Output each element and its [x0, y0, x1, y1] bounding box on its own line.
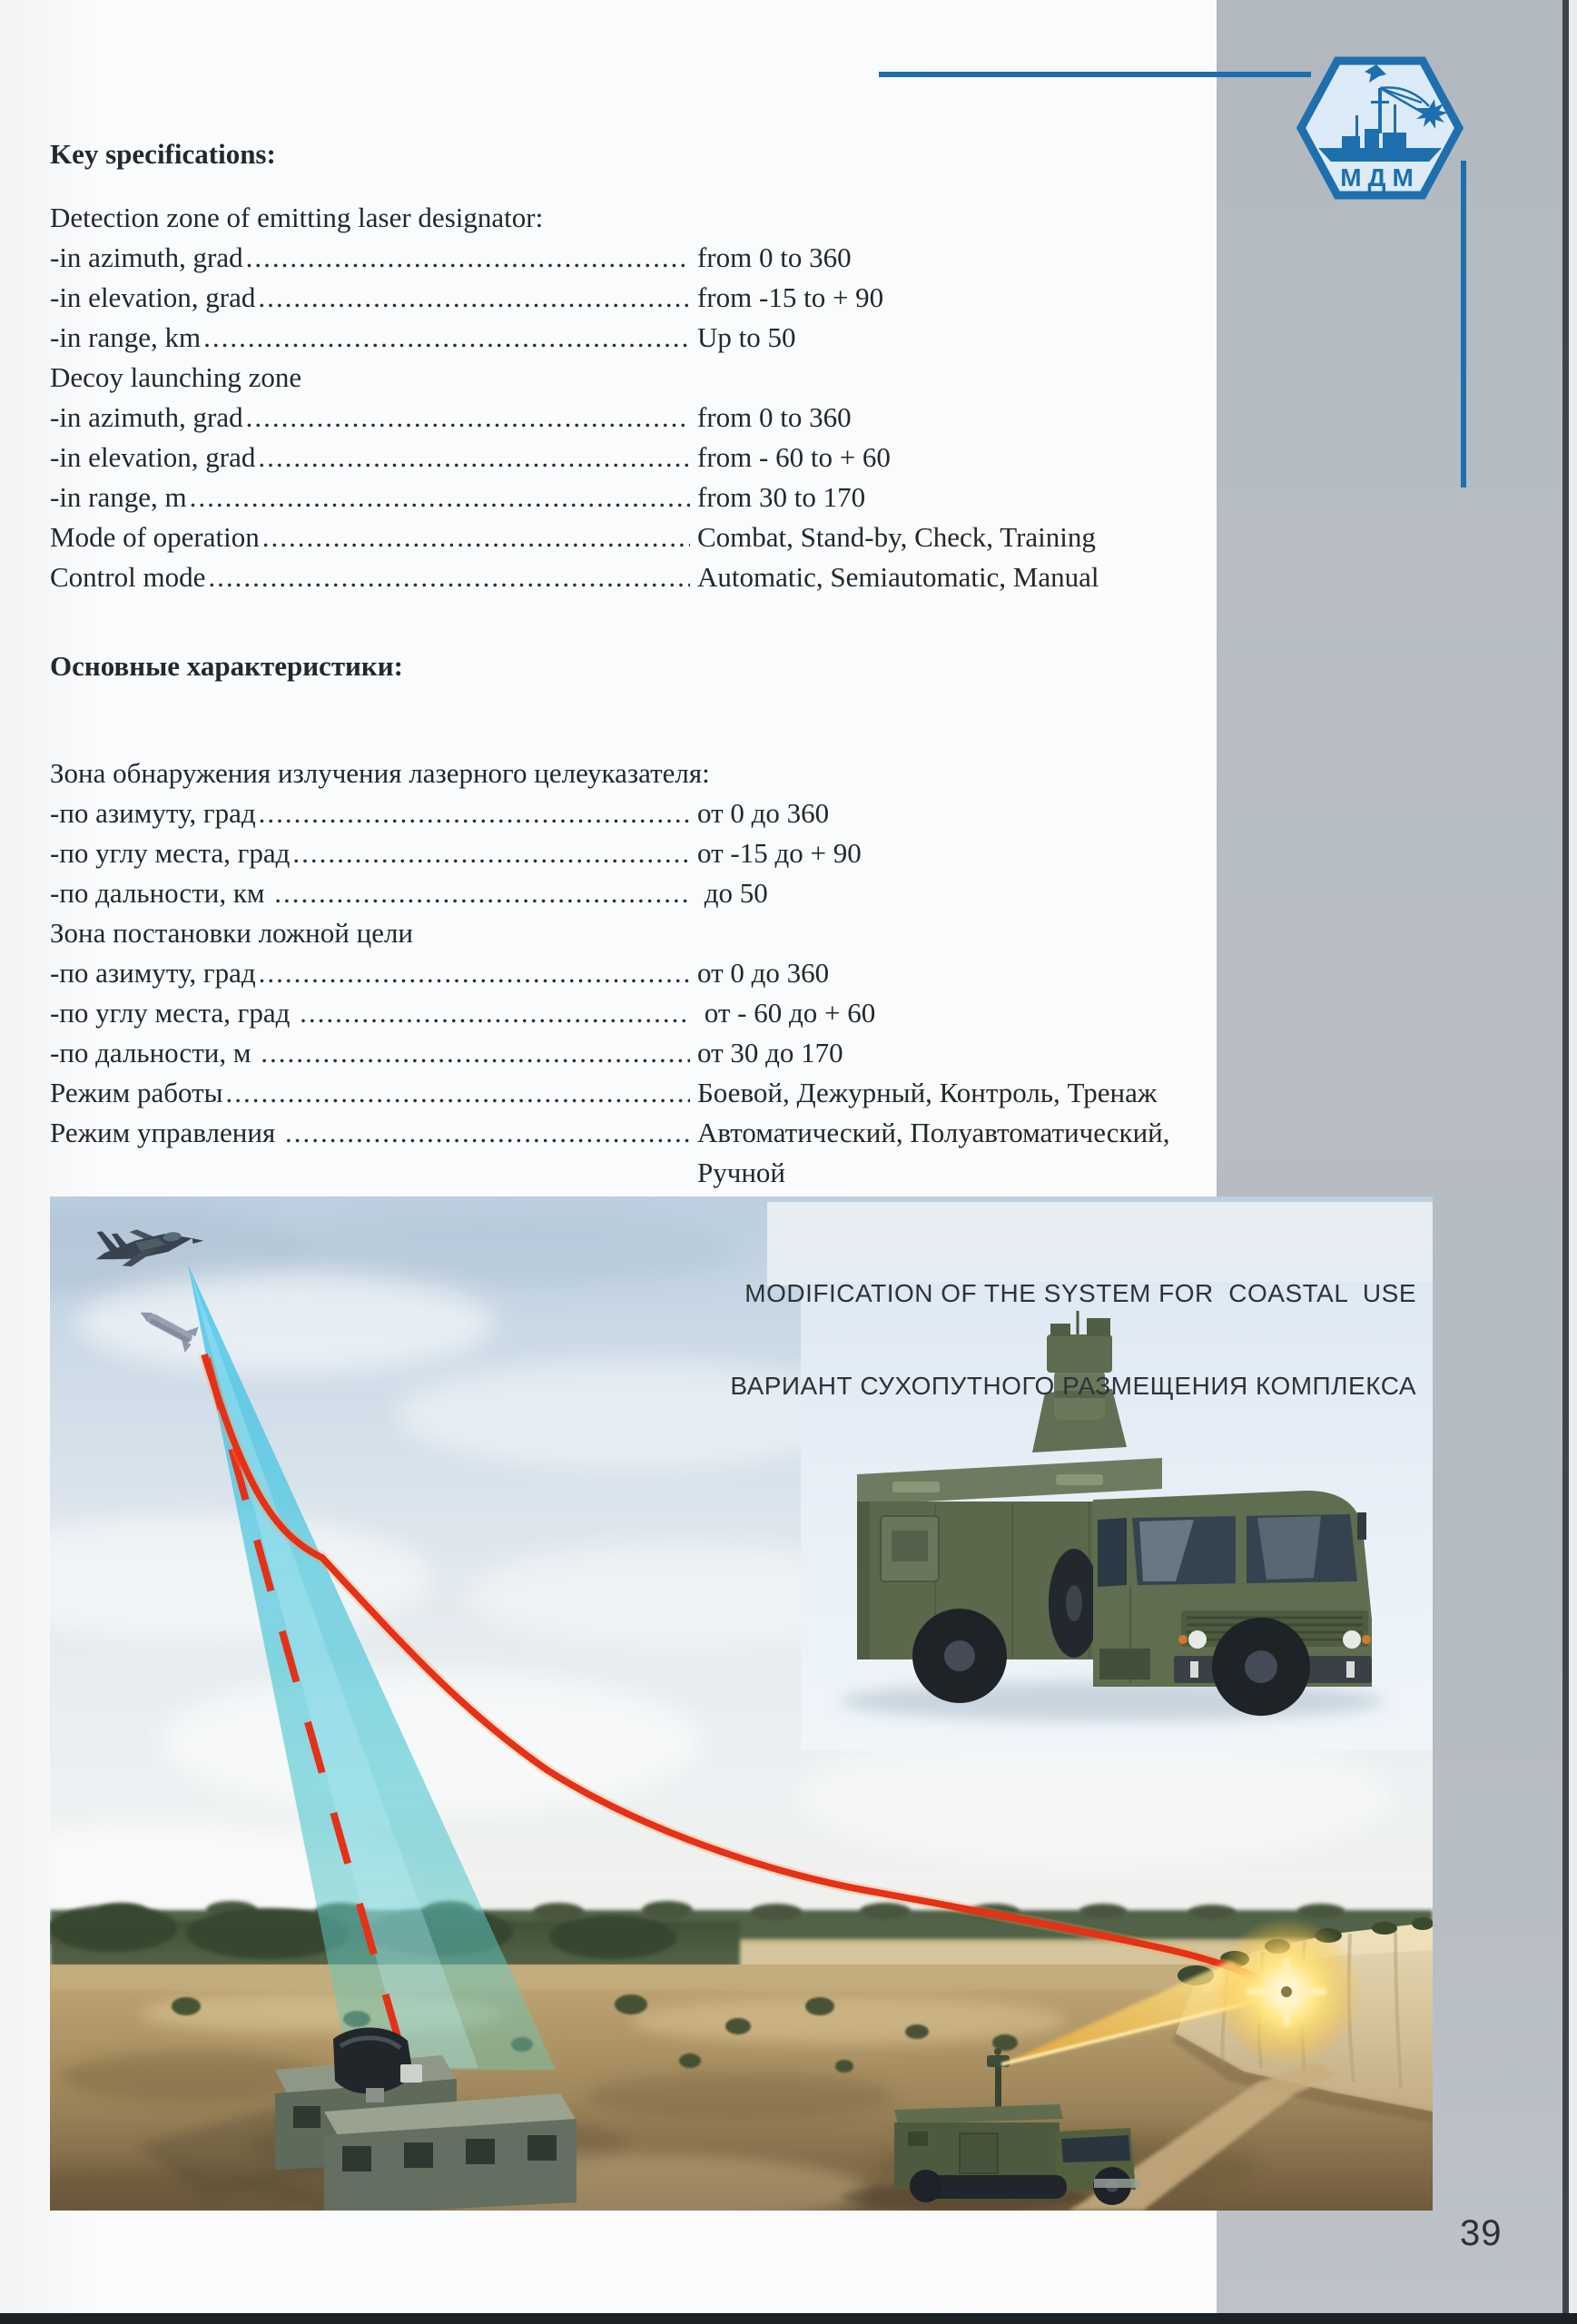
spec-row	[50, 1153, 1180, 1193]
dot-leader	[274, 873, 690, 913]
spec-label: -по азимуту, град	[50, 957, 256, 989]
spec-row	[50, 753, 1180, 793]
spec-row	[50, 198, 1180, 238]
page-right-edge-strip	[1569, 0, 1577, 2324]
spec-row	[50, 478, 1180, 517]
dot-leader	[258, 438, 690, 478]
spec-value: from 0 to 360	[697, 241, 852, 273]
spec-row	[50, 557, 1180, 597]
specs-english-heading: Key specifications:	[50, 138, 276, 170]
specs-english-rows	[50, 198, 1185, 597]
dot-leader	[285, 1113, 690, 1153]
dot-leader	[261, 1033, 690, 1073]
dot-leader	[292, 833, 690, 873]
mdm-logo-emblem-icon	[1293, 50, 1467, 206]
spec-row	[50, 1073, 1180, 1113]
dot-leader	[300, 993, 690, 1033]
dot-leader	[259, 953, 690, 993]
specs-russian-rows	[50, 753, 1185, 1193]
spec-label: -по углу места, град	[50, 837, 291, 869]
dot-leader	[225, 1073, 690, 1113]
page-bottom-scan-edge	[0, 2313, 1577, 2324]
spec-row	[50, 358, 1180, 398]
spec-row	[50, 873, 1180, 913]
spec-value: from - 60 to + 60	[697, 441, 891, 473]
spec-value: от 30 до 170	[697, 1037, 843, 1068]
spec-row	[50, 793, 1180, 833]
spec-label: -in azimuth, grad	[50, 401, 243, 433]
spec-value: от 0 до 360	[697, 797, 830, 829]
spec-value: до 50	[697, 877, 768, 909]
spec-value: Автоматический, Полуавтоматический,	[697, 1117, 1170, 1148]
dot-leader	[259, 793, 690, 833]
header-rule-vertical	[1461, 161, 1466, 487]
dot-leader	[246, 238, 690, 278]
spec-row	[50, 1113, 1180, 1153]
spec-label: Detection zone of emitting laser designator:	[50, 202, 544, 233]
spec-value: Боевой, Дежурный, Контроль, Тренаж	[697, 1077, 1158, 1108]
specs-english	[50, 134, 1185, 597]
figure-caption-en: MODIFICATION OF THE SYSTEM FOR COASTAL USE	[744, 1279, 1416, 1307]
spec-label: -по дальности, м	[50, 1037, 259, 1068]
spec-row	[50, 833, 1180, 873]
spec-row	[50, 993, 1180, 1033]
spec-row	[50, 1033, 1180, 1073]
dot-leader	[203, 318, 690, 358]
spec-row	[50, 953, 1180, 993]
spec-row	[50, 278, 1180, 318]
spec-label: -in range, km	[50, 321, 202, 353]
spec-value: от 0 до 360	[697, 957, 830, 989]
spec-label: Control mode	[50, 561, 206, 593]
spec-row	[50, 517, 1180, 557]
spec-label: -по азимуту, град	[50, 797, 256, 829]
dot-leader	[246, 398, 690, 438]
figure-caption-ru: ВАРИАНТ СУХОПУТНОГО РАЗМЕЩЕНИЯ КОМПЛЕКСА	[730, 1372, 1416, 1400]
spec-label: Режим работы	[50, 1077, 223, 1108]
spec-label: Mode of operation	[50, 521, 260, 553]
dot-leader	[262, 517, 690, 557]
page-right-edge-shadow	[1562, 0, 1569, 2324]
spec-value: от - 60 до + 60	[697, 997, 876, 1029]
figure-photo	[50, 1196, 1433, 2211]
spec-value: from -15 to + 90	[697, 281, 884, 313]
dot-leader	[190, 478, 690, 517]
spec-value: Combat, Stand-by, Check, Training	[697, 521, 1096, 553]
specs-russian-heading: Основные характеристики:	[50, 650, 403, 682]
spec-value: Ручной	[697, 1157, 786, 1188]
logo-text: МДМ	[1340, 163, 1420, 192]
page-number: 39	[1460, 2213, 1503, 2253]
spec-value: Automatic, Semiautomatic, Manual	[697, 561, 1099, 593]
spec-row	[50, 318, 1180, 358]
figure-caption	[730, 1216, 1416, 1463]
spec-label: Режим управления	[50, 1117, 282, 1148]
spec-row	[50, 438, 1180, 478]
spec-label: -по дальности, км	[50, 877, 272, 909]
dot-leader	[258, 278, 690, 318]
spec-label: -in elevation, grad	[50, 281, 256, 313]
dot-leader	[208, 557, 690, 597]
spec-value: от -15 до + 90	[697, 837, 862, 869]
spec-row	[50, 238, 1180, 278]
spec-label: -по углу места, град	[50, 997, 298, 1029]
header-rule-horizontal	[879, 72, 1311, 77]
spec-label: -in azimuth, grad	[50, 241, 243, 273]
spec-value: from 30 to 170	[697, 481, 866, 513]
spec-label: -in range, m	[50, 481, 187, 513]
spec-row	[50, 913, 1180, 953]
decoy-flare	[1212, 1917, 1361, 2066]
spec-value: Up to 50	[697, 321, 796, 353]
specs-russian	[50, 646, 1185, 1193]
mdm-logo	[1293, 50, 1467, 206]
spec-row	[50, 398, 1180, 438]
spec-label: Зона обнаружения излучения лазерного целеуказателя:	[50, 757, 710, 789]
spec-label: -in elevation, grad	[50, 441, 256, 473]
spec-label: Зона постановки ложной цели	[50, 917, 414, 949]
spec-label: Decoy launching zone	[50, 361, 302, 393]
spec-value: from 0 to 360	[697, 401, 852, 433]
